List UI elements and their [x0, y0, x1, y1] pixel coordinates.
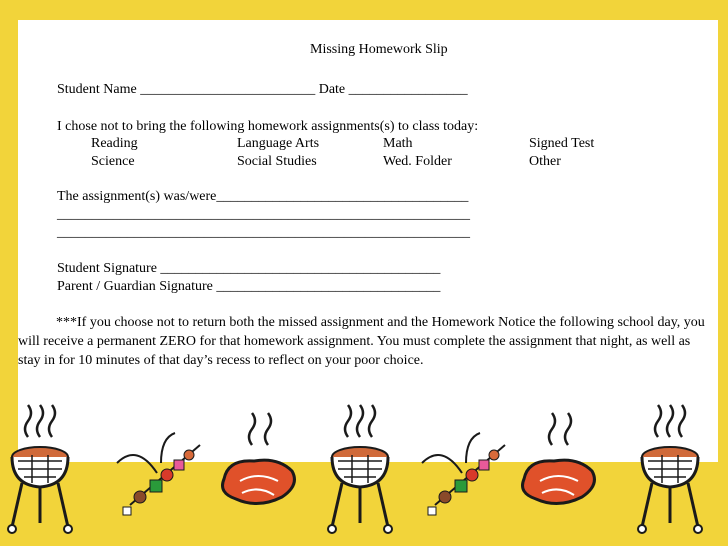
- grill-icon: [638, 405, 702, 533]
- steak-icon: [523, 413, 595, 504]
- option-social-studies: Social Studies: [237, 154, 317, 169]
- option-signed-test: Signed Test: [529, 136, 595, 151]
- blank-line: ___________________________________________________________: [57, 225, 470, 240]
- page-border-top: [0, 0, 728, 20]
- grill-icon: [328, 405, 392, 533]
- kebab-icon: [117, 433, 200, 515]
- option-science: Science: [91, 154, 135, 169]
- blank-line: ___________________________________________________________: [57, 207, 470, 222]
- option-wed-folder: Wed. Folder: [383, 154, 452, 169]
- parent-signature-line: Parent / Guardian Signature ________________________________: [57, 279, 441, 294]
- grill-icon: [8, 405, 72, 533]
- slip-title: Missing Homework Slip: [310, 42, 448, 57]
- option-other: Other: [529, 154, 561, 169]
- homework-notice: [18, 313, 708, 370]
- notice-text: ***If you choose not to return both the missed assignment and the Homework Notice the following school day, you will receive a permanent ZERO for that homework assignment. You must complete the assignment that night, as well as stay in for 10 minutes of that day’s recess to reflect on your poor choice.: [18, 315, 705, 368]
- student-name-date-line: Student Name _________________________ Date _________________: [57, 82, 468, 97]
- option-math: Math: [383, 136, 413, 151]
- kebab-icon: [422, 433, 505, 515]
- assignment-line: The assignment(s) was/were____________________________________: [57, 189, 469, 204]
- steak-icon: [223, 413, 295, 504]
- chose-not-line: I chose not to bring the following homework assignments(s) to class today:: [57, 119, 479, 134]
- option-reading: Reading: [91, 136, 138, 151]
- barbecue-clipart: [0, 395, 728, 546]
- student-signature-line: Student Signature ________________________________________: [57, 261, 441, 276]
- option-language-arts: Language Arts: [237, 136, 320, 151]
